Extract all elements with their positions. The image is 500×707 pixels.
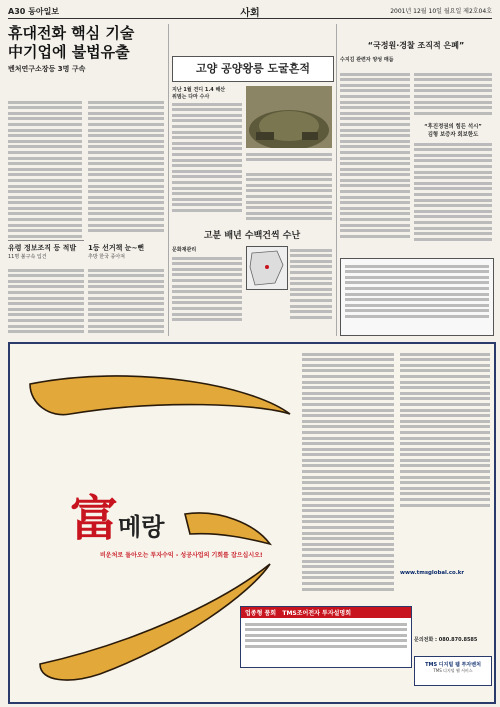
ad-slogan: 비운처로 돌아오는 투자수익 - 성공사업의 기회를 잡으십시오! xyxy=(100,552,263,559)
feature-text-3 xyxy=(172,254,242,334)
story-b-text xyxy=(88,266,164,336)
column-rule-2 xyxy=(336,24,337,336)
seminar-sub: TMS조어전자 투자설명회 xyxy=(282,610,351,617)
right-text-1 xyxy=(340,70,410,254)
right-story xyxy=(340,40,492,63)
lead-headline-2: 中기업에 불법유출 xyxy=(8,43,130,61)
lead-kicker: 벤처연구소장등 3명 구속 xyxy=(8,65,86,73)
boomerang-bottom xyxy=(40,564,270,680)
ad-list-left xyxy=(302,350,394,608)
right-quote xyxy=(414,122,492,138)
story-a-text xyxy=(8,266,84,336)
story-a xyxy=(8,244,84,260)
seminar-box xyxy=(240,606,412,668)
photo-caption xyxy=(246,150,332,166)
right-kicker: 수지김 관련자 양성 매듭 xyxy=(340,57,394,63)
story-b-headline: 1등 선거책 눈~뻔 xyxy=(88,244,145,252)
feature-text-1 xyxy=(172,100,242,220)
feature-text-4 xyxy=(290,246,332,334)
feature-sub-headline: 고분 배년 수백건씩 수난 xyxy=(203,231,301,241)
feature-kicker-1: 지난 1월 견디 1.4 해산 xyxy=(172,87,226,93)
page-header xyxy=(8,4,492,19)
tomb-photo-image xyxy=(246,86,332,148)
map-image xyxy=(247,247,287,289)
seminar-title-bar xyxy=(241,607,411,618)
ad-brand xyxy=(70,491,270,547)
lead-headline-1: 휴대전화 핵심 기술 xyxy=(8,24,135,42)
info-box xyxy=(340,258,494,336)
page-number: A30 동아일보 xyxy=(8,7,60,16)
story-a-sub: 11명 불구속 입건 xyxy=(8,254,47,260)
quote-1: “후진정권의 힘든 석시” xyxy=(424,124,482,130)
seminar-title: 업종형 품회 xyxy=(245,610,277,617)
logo-footer: TMS 디지털 웹 서비스 xyxy=(433,668,473,673)
byline-label: 문화재관리 xyxy=(172,247,197,253)
story-a-headline: 유령 정보조직 등 적발 xyxy=(8,244,77,252)
lead-text-col-2 xyxy=(88,98,164,238)
divider xyxy=(8,240,84,241)
lead-text-col-1 xyxy=(8,98,82,238)
lead-story xyxy=(8,24,164,74)
feature-byline xyxy=(172,246,242,253)
right-text-2 xyxy=(414,70,492,120)
advertisement xyxy=(8,342,496,704)
feature-kicker xyxy=(172,86,242,100)
quote-2: 김형 보증자 회보한도 xyxy=(427,132,479,138)
feature-kicker-2: 위범는 다마 수사 xyxy=(172,94,210,100)
feature-text-2 xyxy=(246,170,332,230)
feature-title-box xyxy=(172,56,334,82)
boomerang-top xyxy=(30,376,290,415)
column-rule xyxy=(168,24,169,336)
right-headline: “국정원·경찰 조직적 은폐” xyxy=(367,41,465,50)
issue-date: 2001년 12월 10일 월요일 제2호04호 xyxy=(390,8,492,15)
location-map xyxy=(246,246,288,290)
logo-company: TMS 디지털 웹 투자벤처 xyxy=(425,662,481,668)
brand-word: 메랑 xyxy=(118,512,165,541)
right-text-3 xyxy=(414,140,492,250)
ad-list-right xyxy=(400,350,490,520)
ad-phone: 문의전화 : 080.870.8585 xyxy=(414,637,478,643)
story-b-sub: 추방 한국 종아져 xyxy=(88,254,125,260)
ad-logo xyxy=(414,656,492,686)
section-title: 사회 xyxy=(240,8,260,19)
story-b xyxy=(88,244,164,260)
feature-title: 고양 공양왕릉 도굴흔적 xyxy=(196,62,310,75)
tomb-photo xyxy=(246,86,332,148)
brand-char: 富 xyxy=(70,491,119,547)
ad-website[interactable]: www.tmsglobal.co.kr xyxy=(400,570,465,576)
feature-subsection xyxy=(172,230,332,242)
